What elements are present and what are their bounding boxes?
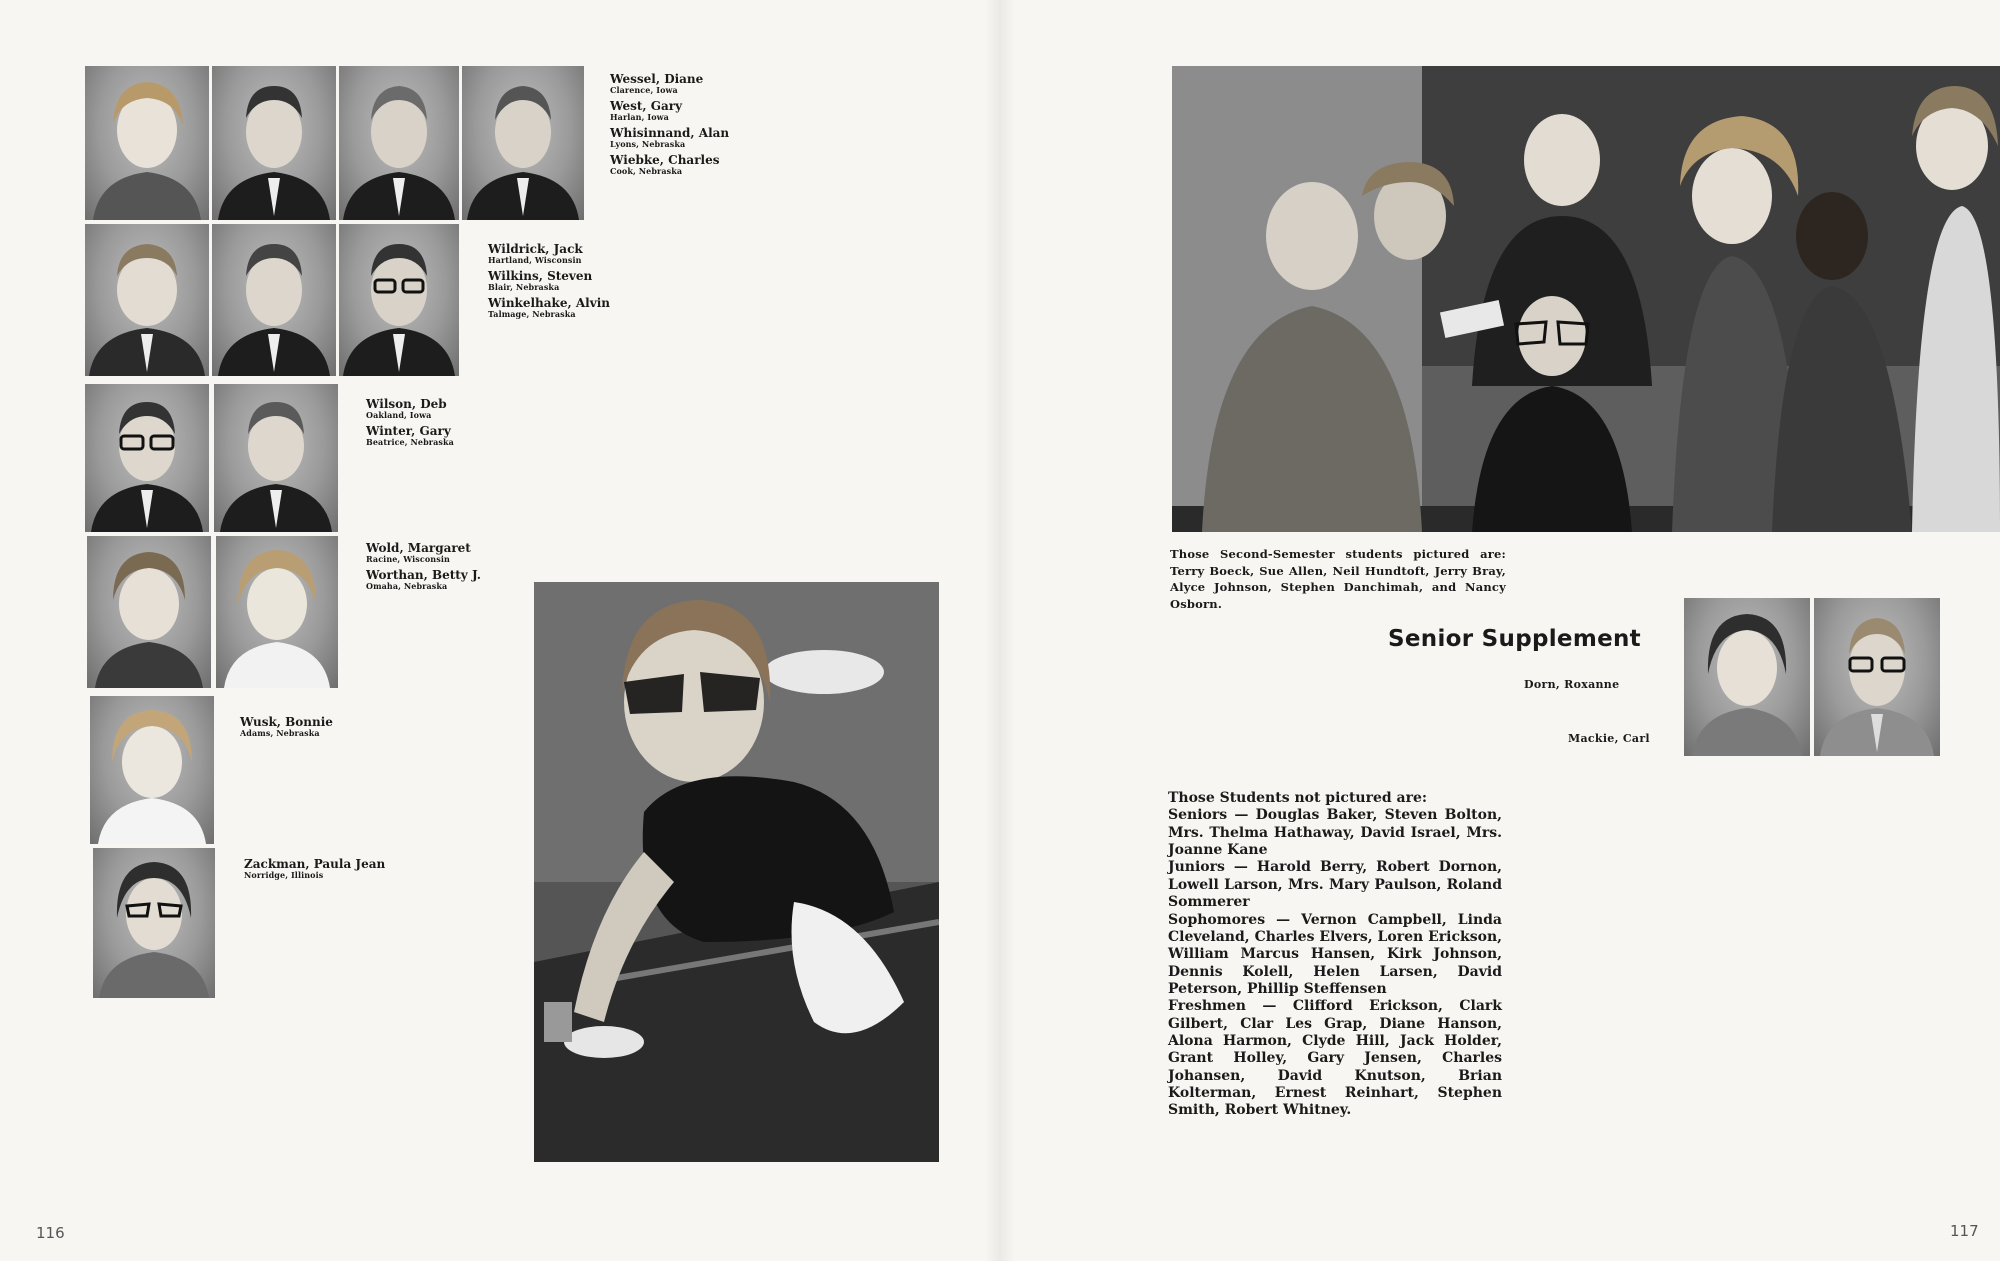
supplement-name-dorn: Dorn, Roxanne: [1524, 678, 1620, 691]
student-entry: [610, 154, 729, 175]
student-name: Winkelhake, Alvin: [488, 295, 610, 310]
candid-photo-scene: [534, 582, 939, 1162]
not-pictured-intro: Those Students not pictured are:: [1168, 790, 1428, 806]
student-name: West, Gary: [610, 98, 683, 113]
student-name: Wiebke, Charles: [610, 152, 720, 167]
portrait-wold-margaret: [87, 536, 211, 688]
student-name: Wusk, Bonnie: [240, 715, 333, 729]
students-not-pictured: [1168, 790, 1502, 1120]
portrait-silhouette: [85, 384, 209, 532]
portrait-silhouette: [87, 536, 211, 688]
student-town: Omaha, Nebraska: [366, 580, 448, 591]
portrait-silhouette: [85, 66, 209, 220]
names-row-2: [488, 243, 610, 324]
portrait-silhouette: [1684, 598, 1810, 756]
student-entry: [610, 73, 729, 94]
student-town: Beatrice, Nebraska: [366, 436, 454, 447]
portrait-silhouette: [214, 384, 338, 532]
student-entry: [488, 243, 610, 264]
portrait-winter-gary: [214, 384, 338, 532]
group-photo-second-semester: [1172, 66, 2000, 532]
portrait-wusk-bonnie: [90, 696, 214, 844]
page-number-left: 116: [36, 1224, 65, 1242]
student-name: Wilkins, Steven: [488, 268, 593, 283]
not-pictured-seniors: Seniors — Douglas Baker, Steven Bolton, Mrs. Thelma Hathaway, David Israel, Mrs. Joanne Kane: [1168, 807, 1502, 859]
student-name: Wold, Margaret: [366, 541, 471, 555]
student-town: Talmage, Nebraska: [488, 308, 576, 319]
student-entry: [366, 425, 454, 446]
portrait-silhouette: [462, 66, 584, 220]
supplement-name-mackie: Mackie, Carl: [1568, 732, 1650, 745]
not-pictured-freshmen: Freshmen — Clifford Erickson, Clark Gilbert, Clar Les Grap, Diane Hanson, Alona Harmon, Clyde Hill, Jack Holder, Grant Holley, Gary Jensen, Charles Johansen, David Knutson, Brian Kolterman, Ernest Reinhart, Stephen Smith, Robert Whitney.: [1168, 998, 1502, 1119]
student-entry: [610, 127, 729, 148]
student-name: Whisinnand, Alan: [610, 125, 730, 140]
student-entry: [488, 297, 610, 318]
student-entry: [366, 398, 454, 419]
portrait-wilson-deb: [85, 384, 209, 532]
portrait-silhouette: [212, 224, 336, 376]
candid-photo-student-cleaning-table: [534, 582, 939, 1162]
student-town: Oakland, Iowa: [366, 409, 432, 420]
portrait-silhouette: [216, 536, 338, 688]
student-entry: [366, 569, 481, 590]
names-row-4: [366, 542, 481, 596]
student-entry: [240, 716, 333, 737]
student-town: Lyons, Nebraska: [610, 138, 686, 149]
portrait-zackman-paula: [93, 848, 215, 998]
portrait-silhouette: [339, 224, 459, 376]
group-photo-caption: Those Second-Semester students pictured are: Terry Boeck, Sue Allen, Neil Hundtoft, Jerry Bray, Alyce Johnson, Stephen Danchimah, and Nancy Osborn.: [1170, 547, 1506, 612]
student-town: Cook, Nebraska: [610, 165, 683, 176]
portrait-silhouette: [93, 848, 215, 998]
portrait-silhouette: [85, 224, 209, 376]
student-name: Wessel, Diane: [610, 72, 704, 86]
names-row-5: [240, 716, 333, 743]
page-number-right: 117: [1950, 1222, 1979, 1240]
portrait-mackie-carl: [1814, 598, 1940, 756]
student-town: Adams, Nebraska: [240, 727, 320, 738]
group-photo-scene: [1172, 66, 2000, 532]
page-gutter: [985, 0, 1015, 1261]
portrait-wiebke-charles: [462, 66, 584, 220]
portrait-silhouette: [212, 66, 336, 220]
portrait-whisinnand-alan: [339, 66, 459, 220]
student-town: Hartland, Wisconsin: [488, 254, 582, 265]
student-town: Racine, Wisconsin: [366, 553, 450, 564]
student-entry: [488, 270, 610, 291]
portrait-wessel-diane: [85, 66, 209, 220]
portrait-silhouette: [90, 696, 214, 844]
student-town: Harlan, Iowa: [610, 111, 669, 122]
student-entry: [244, 858, 385, 879]
portrait-dorn-roxanne: [1684, 598, 1810, 756]
portrait-silhouette: [1814, 598, 1940, 756]
names-row-6: [244, 858, 385, 885]
student-entry: [366, 542, 481, 563]
portrait-wilkins-steven: [212, 224, 336, 376]
names-row-1: [610, 73, 729, 181]
student-name: Wilson, Deb: [366, 397, 447, 411]
senior-supplement-heading: Senior Supplement: [1388, 626, 1641, 652]
portrait-silhouette: [339, 66, 459, 220]
portrait-west-gary: [212, 66, 336, 220]
student-name: Worthan, Betty J.: [366, 567, 481, 582]
student-name: Winter, Gary: [366, 423, 451, 438]
student-town: Blair, Nebraska: [488, 281, 560, 292]
not-pictured-sophomores: Sophomores — Vernon Campbell, Linda Cleveland, Charles Elvers, Loren Erickson, William Marcus Hansen, Kirk Johnson, Dennis Kolell, Helen Larsen, David Peterson, Phillip Steffensen: [1168, 911, 1502, 997]
student-name: Wildrick, Jack: [488, 242, 583, 256]
student-town: Clarence, Iowa: [610, 84, 678, 95]
portrait-winkelhake-alvin: [339, 224, 459, 376]
student-entry: [610, 100, 729, 121]
student-town: Norridge, Illinois: [244, 869, 324, 880]
portrait-wildrick-jack: [85, 224, 209, 376]
student-name: Zackman, Paula Jean: [244, 857, 386, 871]
portrait-worthan-betty: [216, 536, 338, 688]
names-row-3: [366, 398, 454, 452]
not-pictured-juniors: Juniors — Harold Berry, Robert Dornon, Lowell Larson, Mrs. Mary Paulson, Roland Sommerer: [1168, 859, 1502, 911]
